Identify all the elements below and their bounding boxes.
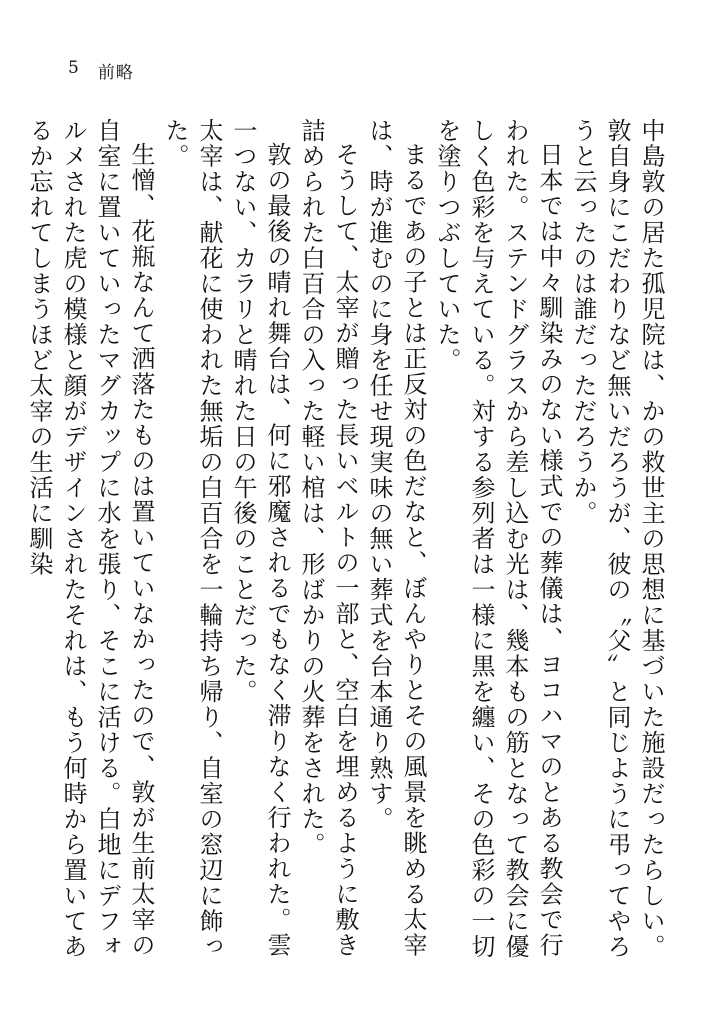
paragraph: 生憎、花瓶なんて洒落たものは置いていなかったので、敦が生前太宰の自室に置いていったマグカップに水を張り、そこに活ける。白地にデフォルメされた虎の模様と顔がデザインされたそれは、もう何時から置いてあるか忘れてしまうほど太宰の生活に馴染 xyxy=(25,118,155,960)
chapter-title: 前略 xyxy=(97,63,134,83)
running-header xyxy=(68,58,134,83)
page-number: 5 xyxy=(68,58,80,78)
paragraph: まるであの子とは正反対の色だなと、ぼんやりとその風景を眺める太宰は、時が進むのに身を任せ現実味の無い葬式を台本通り熟す。 xyxy=(365,118,427,958)
paragraph: 中島敦の居た孤児院は、かの救世主の思想に基づいた施設だったらしい。敦自身にこだわりなど無いだろうが、彼の〝父〟と同じように弔ってやろうと云ったのは誰だっただろうか。 xyxy=(569,118,665,960)
paragraph: 敦の最後の晴れ舞台は、何に邪魔されるでもなく滞りなく行われた。雲一つない、カラリと晴れた日の午後のことだった。 xyxy=(229,118,291,958)
paragraph: 日本では中々馴染みのない様式での葬儀は、ヨコハマのとある教会で行われた。ステンドグラスから差し込む光は、幾本もの筋となって教会に優しく色彩を与えている。対する参列者は一様に黒を纏い、その色彩の一切を塗りつぶしていた。 xyxy=(433,118,563,960)
paragraph: 太宰は、献花に使われた無垢の白百合を一輪持ち帰り、自室の窓辺に飾った。 xyxy=(161,118,223,960)
vertical-body-text xyxy=(22,118,668,978)
paragraph: そうして、太宰が贈った長いベルトの一部と、空白を埋めるように敷き詰められた白百合の入った軽い棺は、形ばかりの火葬をされた。 xyxy=(297,118,359,958)
